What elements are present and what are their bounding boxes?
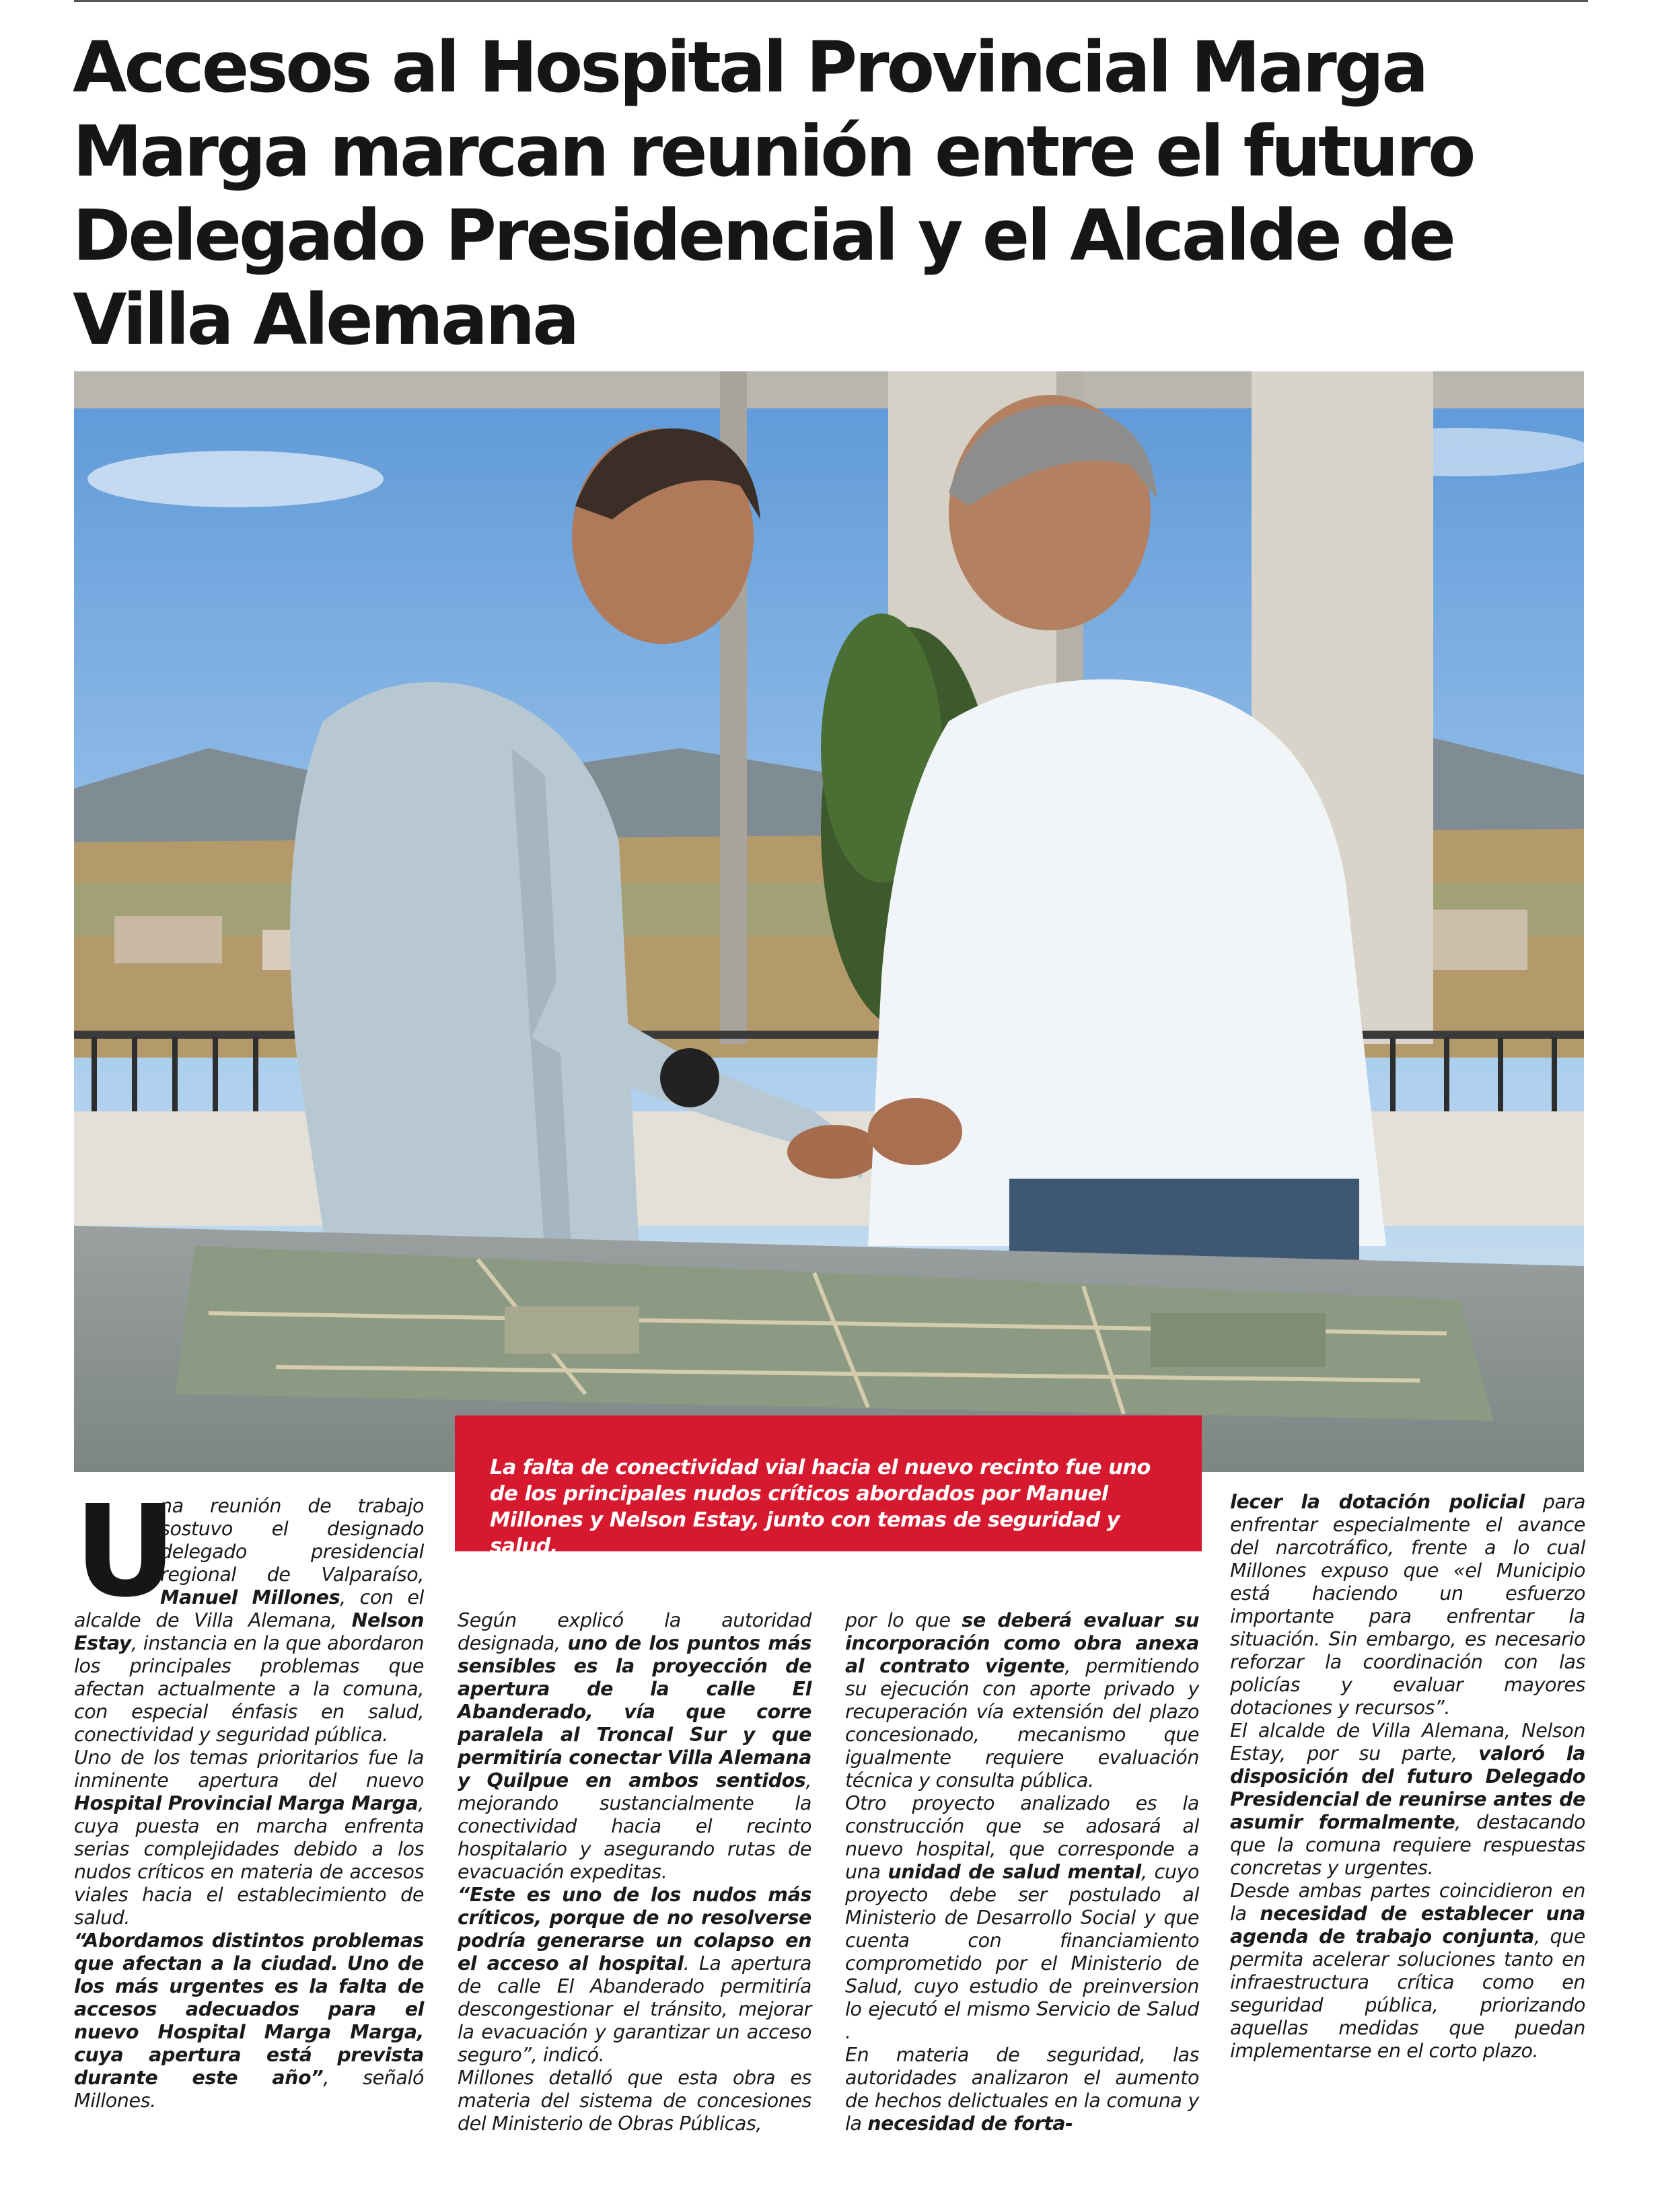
photo-caption: La falta de conectividad vial hacia el nuevo recinto fue uno de los principales nudos críticos abordados por Manuel Millones y Nelson Estay, junto con temas de seguridad y salud. — [455, 1415, 1202, 1551]
paragraph: Desde ambas partes coincidieron en la necesidad de establecer una agenda de trabajo conjunta, que permita acelerar soluciones tanto en infraestructura crítica como en seguridad pública, priorizando aquellas medidas que puedan implementarse en el corto plazo. — [1230, 1880, 1586, 2062]
paragraph: Otro proyecto analizado es la construcción que se adosará al nuevo hospital, que corresponde a una unidad de salud mental, cuyo proyecto debe ser postulado al Ministerio de Desarrollo Social y que cuenta con financiamiento comprometido por el Ministerio de Salud, cuyo estudio de preinversion lo ejecutó el mismo Servicio de Salud . — [845, 1792, 1199, 2043]
paragraph: “Abordamos distintos problemas que afectan a la ciudad. Uno de los más urgentes es la falta de accesos adecuados para el nuevo Hospital Marga Marga, cuya apertura está prevista durante este año”, señaló Millones. — [74, 1929, 425, 2112]
article-photo — [74, 371, 1584, 1472]
paragraph: lecer la dotación policial para enfrentar especialmente el avance del narcotráfico, frente a lo cual Millones expuso que «el Municipio está haciendo un esfuerzo importante para enfrentar la situación. Sin embargo, es necesario reforzar la coordinación con las policías y evaluar mayores dotaciones y recursos”. — [1230, 1491, 1586, 1719]
paragraph: Según explicó la autoridad designada, uno de los puntos más sensibles es la proyección de apertura de la calle El Abanderado, vía que corre paralela al Troncal Sur y que permitiría conectar Villa Alemana y Quilpue en ambos sentidos, mejorando sustancialmente la conectividad hacia el recinto hospitalario y asegurando rutas de evacuación expeditas. — [458, 1609, 811, 1883]
drop-cap: U — [74, 1478, 177, 1625]
article-column-2 — [458, 1609, 811, 2135]
article-column-4 — [1230, 1491, 1585, 2063]
top-rule — [74, 0, 1588, 2]
paragraph: Uno de los temas prioritarios fue la inminente apertura del nuevo Hospital Provincial Marga Marga, cuya puesta en marcha enfrenta serias complejidades debido a los nudos críticos en materia de accesos viales hacia el establecimiento de salud. — [74, 1746, 424, 1929]
paragraph: En materia de seguridad, las autoridades analizaron el aumento de hechos delictuales en la comuna y la necesidad de forta- — [845, 2044, 1199, 2135]
paragraph: Millones detalló que esta obra es materia del sistema de concesiones del Ministerio de Obras Públicas, — [458, 2067, 811, 2135]
article-column-1 — [74, 1478, 425, 2112]
paragraph: El alcalde de Villa Alemana, Nelson Estay, por su parte, valoró la disposición del futuro Delegado Presidencial de reunirse antes de asumir formalmente, destacando que la comuna requiere respuestas concretas y urgentes. — [1230, 1720, 1586, 1879]
headline: Accesos al Hospital Provincial Marga Marga marcan reunión entre el futuro Delegado Presidencial y el Alcalde de Villa Alemana — [73, 26, 1474, 361]
paragraph: por lo que se deberá evaluar su incorporación como obra anexa al contrato vigente, permitiendo su ejecución con aporte privado y recuperación vía extensión del plazo concesionado, mecanismo que igualmente requiere evaluación técnica y consulta pública. — [845, 1609, 1199, 1792]
paragraph: “Este es uno de los nudos más críticos, porque de no resolverse podría generarse un colapso en el acceso al hospital. La apertura de calle El Abanderado permitiría descongestionar el tránsito, mejorar la evacuación y garantizar un acceso seguro”, indicó. — [458, 1884, 811, 2066]
paragraph: U na reunión de trabajo sostuvo el designado delegado presidencial regional de Valparaíso, Manuel Millones, con el alcalde de Villa Alemana, Nelson Estay, instancia en la que abordaron los principales problemas que afectan actualmente a la comuna, con especial énfasis en salud, conectividad y seguridad pública. — [74, 1478, 424, 1746]
article-column-3 — [845, 1609, 1199, 2135]
